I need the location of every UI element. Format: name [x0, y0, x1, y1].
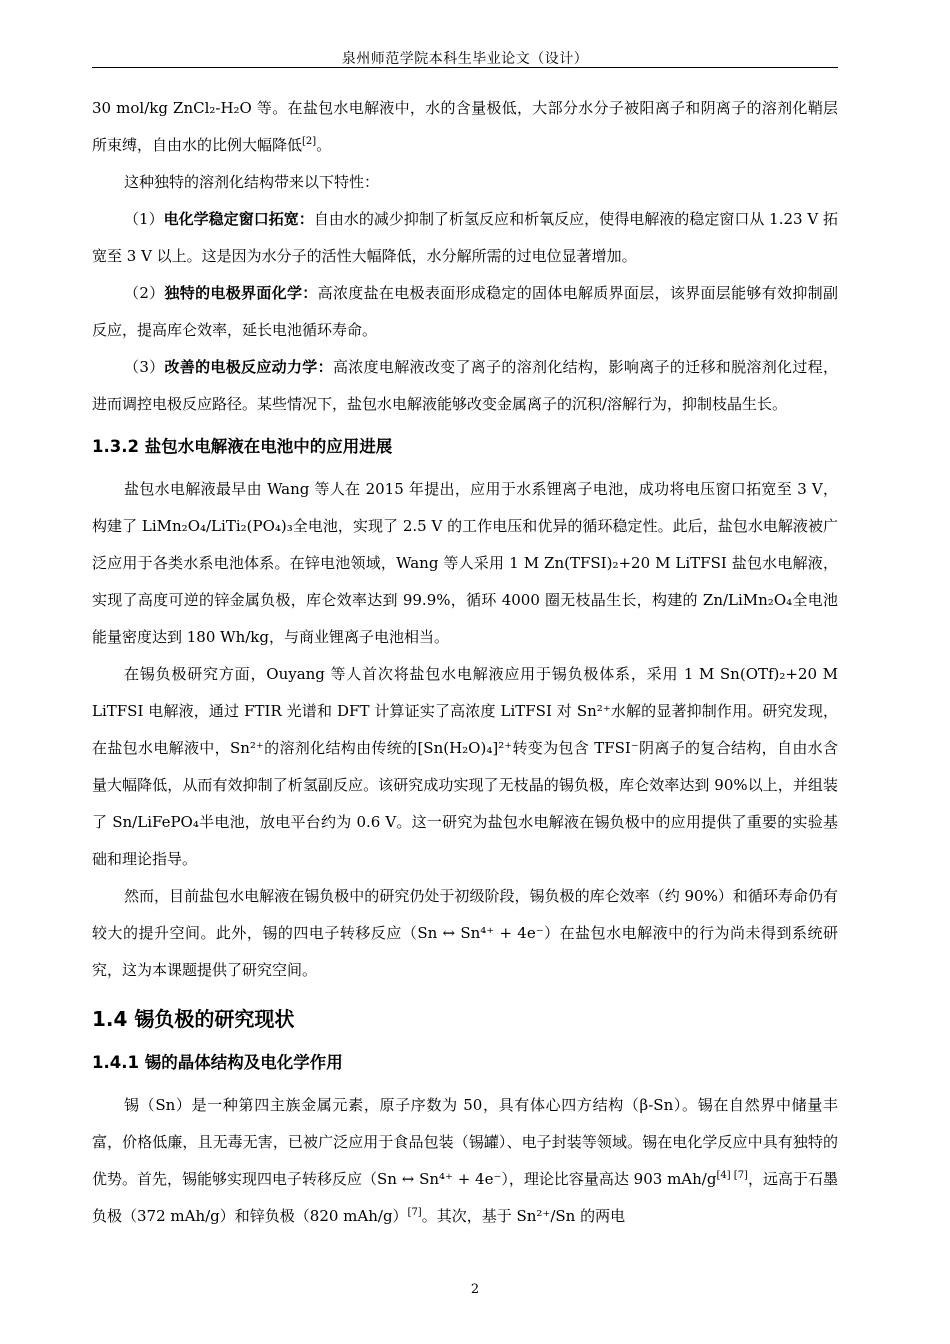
running-header: 泉州师范学院本科生毕业论文（设计）	[341, 51, 589, 67]
paragraph-text: 30 mol/kg ZnCl₂-H₂O 等。在盐包水电解液中，水的含量极低，大部分水分子被阳离子和阴离子的溶剂化鞘层所束缚，自由水的比例大幅降低	[92, 99, 838, 154]
list-item	[92, 275, 838, 349]
list-item-title: 电化学稳定窗口拓宽：	[163, 210, 314, 228]
section-heading-1-4: 1.4 锡负极的研究现状	[92, 1007, 295, 1031]
citation-ref: [7]	[407, 1207, 422, 1218]
paragraph: 盐包水电解液最早由 Wang 等人在 2015 年提出，应用于水系锂离子电池，成功将电压窗口拓宽至 3 V，构建了 LiMn₂O₄/LiTi₂(PO₄)₃全电池，实现了 2.5 V 的工作电压和优异的循环稳定性。此后，盐包水电解液被广泛应用于各类水系电池体系。在锌电池领域，Wang 等人采用 1 M Zn(TFSI)₂+20 M LiTFSI 盐包水电解液，实现了高度可逆的锌金属负极，库仑效率达到 99.9%，循环 4000 圈无枝晶生长，构建的 Zn/LiMn₂O₄全电池能量密度达到 180 Wh/kg，与商业锂离子电池相当。	[92, 480, 838, 646]
paragraph	[92, 1087, 838, 1235]
paragraph: 这种独特的溶剂化结构带来以下特性：	[124, 173, 380, 191]
body-text	[92, 90, 838, 1235]
header-rule	[92, 67, 838, 68]
paragraph-text: ，远高于石墨负极（372 mAh/g）和锌负极（820 mAh/g）	[92, 1170, 838, 1225]
paragraph-continued	[92, 90, 838, 164]
page-number: 2	[470, 1282, 480, 1297]
list-item-text: 高浓度电解液改变了离子的溶剂化结构，影响离子的迁移和脱溶剂化过程，进而调控电极反应路径。某些情况下，盐包水电解液能够改变金属离子的沉积/溶解行为，抑制枝晶生长。	[92, 358, 838, 413]
list-number: （3）	[124, 358, 165, 376]
list-item-title: 独特的电极界面化学：	[164, 284, 318, 302]
paragraph-text: 锡（Sn）是一种第四主族金属元素，原子序数为 50，具有体心四方结构（β-Sn）。锡在自然界中储量丰富，价格低廉，且无毒无害，已被广泛应用于食品包装（锡罐）、电子封装等领域。锡在电化学反应中具有独特的优势。首先，锡能够实现四电子转移反应（Sn ↔ Sn⁴⁺ + 4e⁻），理论比容量高达 903 mAh/g	[92, 1096, 838, 1188]
paragraph: 然而，目前盐包水电解液在锡负极中的研究仍处于初级阶段，锡负极的库仑效率（约 90%）和循环寿命仍有较大的提升空间。此外，锡的四电子转移反应（Sn ↔ Sn⁴⁺ + 4e⁻）在盐包水电解液中的行为尚未得到系统研究，这为本课题提供了研究空间。	[92, 887, 838, 979]
section-heading-1-3-2: 1.3.2 盐包水电解液在电池中的应用进展	[92, 437, 393, 456]
citation-ref: [2]	[302, 136, 317, 147]
list-item	[92, 201, 838, 275]
list-item-title: 改善的电极反应动力学：	[164, 358, 333, 376]
paragraph-text: 。其次，基于 Sn²⁺/Sn 的两电	[421, 1207, 626, 1225]
citation-ref: [4] [7]	[716, 1170, 748, 1181]
list-item	[92, 349, 838, 423]
paragraph-text: 。	[316, 136, 332, 154]
list-item-text: 高浓度盐在电极表面形成稳定的固体电解质界面层，该界面层能够有效抑制副反应，提高库仑效率，延长电池循环寿命。	[92, 284, 838, 339]
section-heading-1-4-1: 1.4.1 锡的晶体结构及电化学作用	[92, 1053, 343, 1072]
list-number: （1）	[124, 210, 164, 228]
list-item-text: 自由水的减少抑制了析氢反应和析氧反应，使得电解液的稳定窗口从 1.23 V 拓宽至 3 V 以上。这是因为水分子的活性大幅降低，水分解所需的过电位显著增加。	[92, 210, 838, 265]
paragraph: 在锡负极研究方面，Ouyang 等人首次将盐包水电解液应用于锡负极体系，采用 1 M Sn(OTf)₂+20 M LiTFSI 电解液，通过 FTIR 光谱和 DFT 计算证实了高浓度 LiTFSI 对 Sn²⁺水解的显著抑制作用。研究发现，在盐包水电解液中，Sn²⁺的溶剂化结构由传统的[Sn(H₂O)₄]²⁺转变为包含 TFSI⁻阴离子的复合结构，自由水含量大幅降低，从而有效抑制了析氢副反应。该研究成功实现了无枝晶的锡负极，库仑效率达到 90%以上，并组装了 Sn/LiFePO₄半电池，放电平台约为 0.6 V。这一研究为盐包水电解液在锡负极中的应用提供了重要的实验基础和理论指导。	[92, 665, 838, 868]
list-number: （2）	[124, 284, 165, 302]
